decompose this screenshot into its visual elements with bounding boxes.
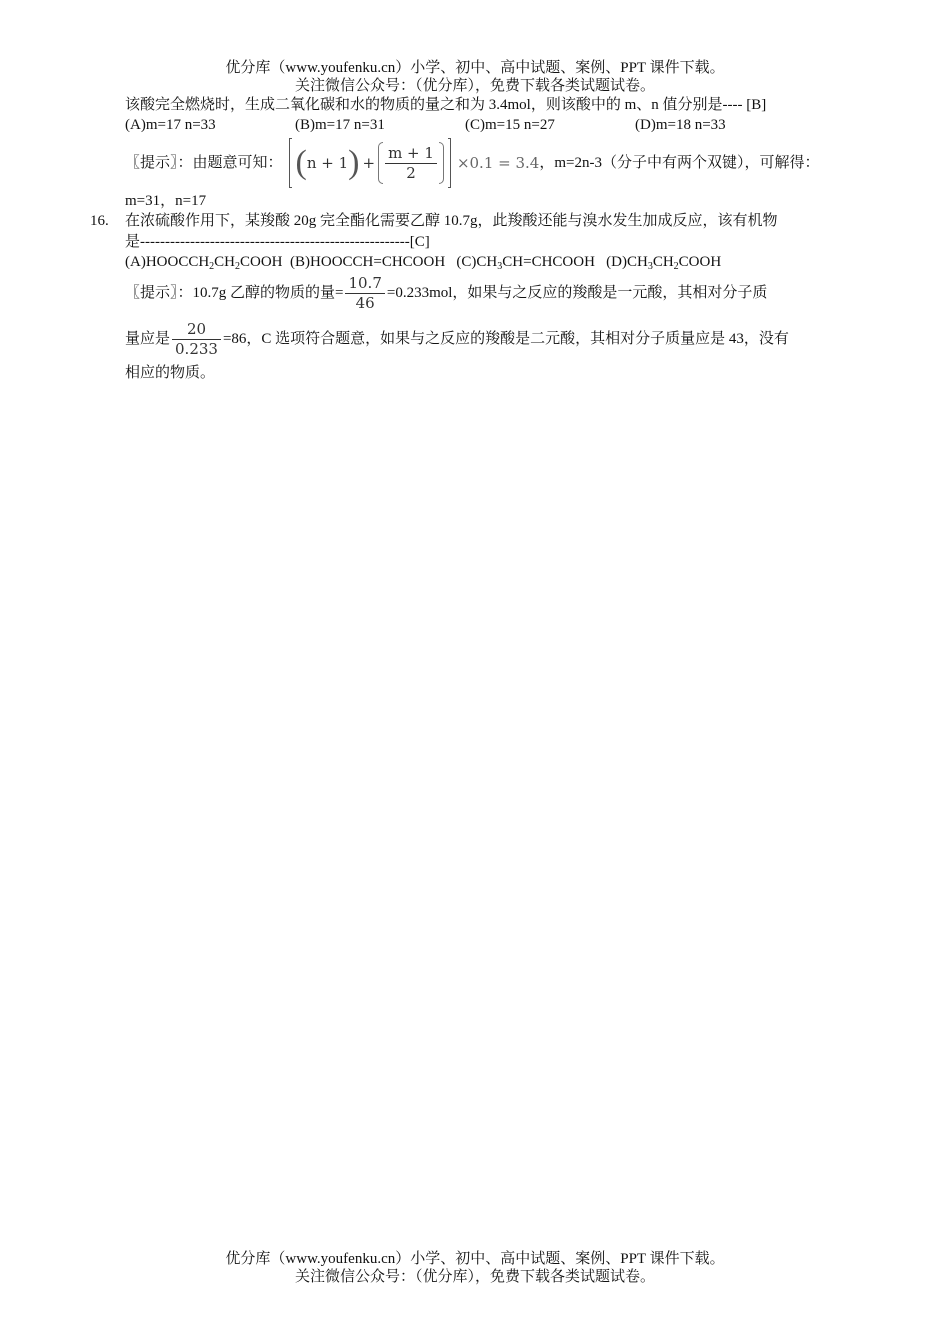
q16-hint-2-label: 量应是 bbox=[125, 331, 171, 347]
q15-options bbox=[125, 116, 726, 134]
right-fraction-paren bbox=[439, 142, 444, 184]
q15-formula bbox=[289, 138, 540, 188]
left-paren: ( bbox=[295, 144, 307, 181]
q16-hint-3: 相应的物质。 bbox=[125, 365, 216, 381]
footer-line-2: 关注微信公众号：（优分库），免费下载各类试题试卷。 bbox=[294, 1269, 655, 1285]
q16-hint-1-rest: =0.233mol，如果与之反应的羧酸是一元酸，其相对分子质 bbox=[386, 285, 768, 301]
q15-hint bbox=[125, 137, 819, 189]
q16-option-c: $(C)CH_3CH=CHCOOH$ bbox=[456, 254, 595, 272]
right-bracket bbox=[448, 138, 451, 188]
fraction-denominator: 46 bbox=[355, 293, 375, 312]
q16-hint-2-rest: =86，C 选项符合题意，如果与之反应的羧酸是二元酸，其相对分子质量应是 43，没有 bbox=[222, 331, 789, 347]
q15-option-c: (C)m=15 n=27 bbox=[465, 117, 555, 133]
right-paren: ) bbox=[348, 144, 360, 181]
n-plus-1: n + 1 bbox=[306, 154, 349, 172]
q15-hint-rest: ，m=2n-3（分子中有两个双键），可解得： bbox=[539, 155, 820, 171]
q15-hint-answer: m=31，n=17 bbox=[125, 193, 207, 209]
header-line-1: 优分库（www.youfenku.cn）小学、初中、高中试题、案例、PPT 课件下载。 bbox=[225, 60, 725, 76]
q16-hint-1-label: 〖提示〗：10.7g 乙醇的物质的量= bbox=[125, 285, 344, 301]
q16-option-d: $(D)CH_3CH_2COOH$ bbox=[606, 254, 722, 272]
q16-number: 16. bbox=[90, 213, 109, 229]
header-line-2: 关注微信公众号：（优分库），免费下载各类试题试卷。 bbox=[294, 78, 655, 94]
q15-option-a: (A)m=17 n=33 bbox=[125, 117, 216, 133]
fraction-denominator: 0.233 bbox=[175, 339, 218, 358]
fraction-10-7-over-46 bbox=[345, 274, 384, 313]
fraction-m-plus-1-over-2 bbox=[385, 144, 437, 183]
fraction-20-over-0-233 bbox=[172, 320, 221, 359]
q16-hint-1 bbox=[125, 272, 767, 314]
q16-options bbox=[125, 253, 721, 271]
q15-option-b: (B)m=17 n=31 bbox=[295, 117, 385, 133]
footer-line-1: 优分库（www.youfenku.cn）小学、初中、高中试题、案例、PPT 课件下载。 bbox=[225, 1251, 725, 1267]
left-bracket bbox=[289, 138, 292, 188]
q16-option-b: (B)HOOCCH=CHCOOH bbox=[290, 254, 446, 270]
fraction-numerator: 20 bbox=[172, 320, 221, 340]
fraction-denominator: 2 bbox=[406, 163, 416, 182]
fraction-numerator: m + 1 bbox=[385, 144, 437, 164]
q16-hint-2 bbox=[125, 318, 789, 360]
q16-line-2: 是------------------------------------------------------[C] bbox=[125, 234, 430, 250]
q15-option-d: (D)m=18 n=33 bbox=[635, 117, 726, 133]
fraction-numerator: 10.7 bbox=[345, 274, 384, 294]
left-fraction-paren bbox=[378, 142, 383, 184]
q16-option-a: $(A)HOOCCH_2CH_2COOH$ bbox=[125, 254, 283, 272]
plus-sign: + bbox=[362, 154, 376, 172]
q15-text: 该酸完全燃烧时，生成二氧化碳和水的物质的量之和为 3.4mol，则该酸中的 m、n 值分别是---- [B] bbox=[125, 97, 767, 113]
times-expression: ×0.1 = 3.4 bbox=[456, 154, 540, 172]
q16-line-1: 在浓硫酸作用下，某羧酸 20g 完全酯化需要乙醇 10.7g，此羧酸还能与溴水发生加成反应，该有机物 bbox=[125, 213, 778, 229]
q15-hint-label: 〖提示〗：由题意可知： bbox=[125, 155, 283, 171]
